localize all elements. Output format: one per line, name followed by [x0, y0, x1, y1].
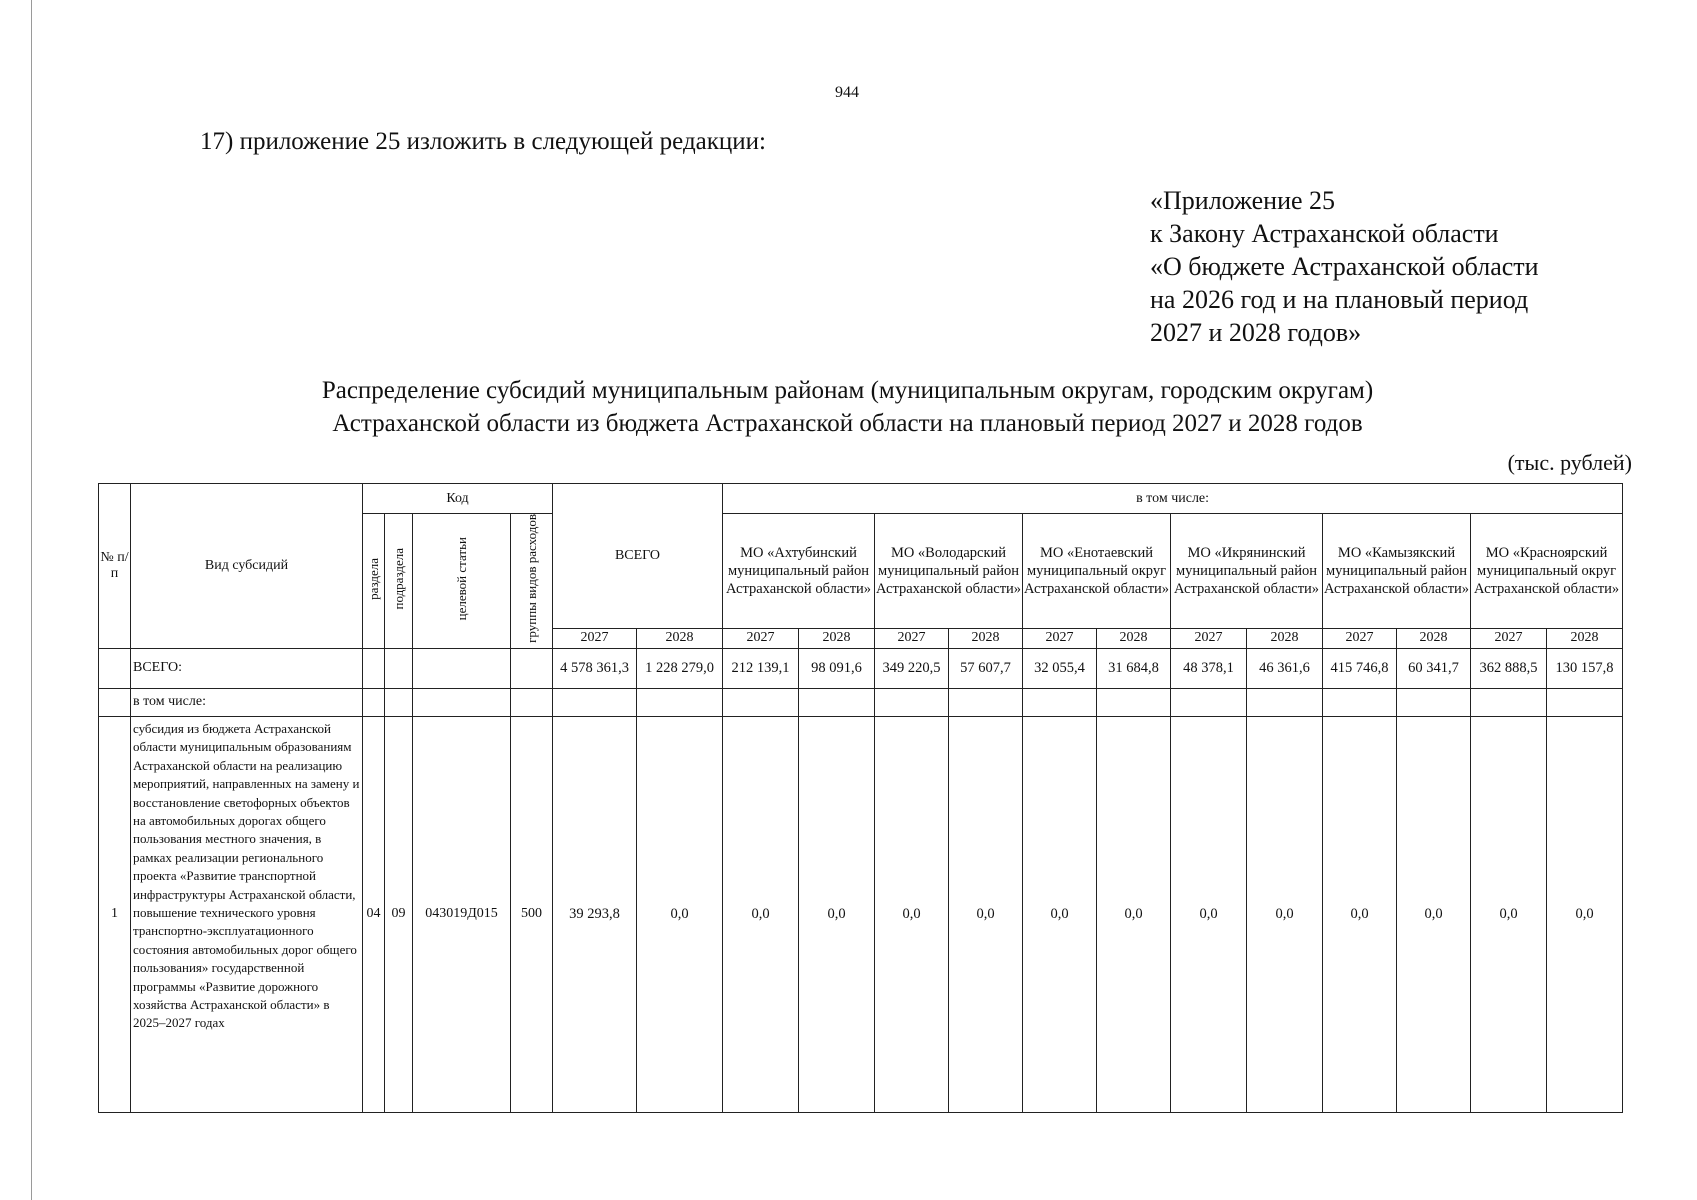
title-line: Распределение субсидий муниципальным районам (муниципальным округам, городским округам): [321, 377, 1374, 404]
header-code-target: [413, 514, 511, 649]
year-header: 2027: [1323, 628, 1397, 648]
row-value: 0,0: [1397, 716, 1471, 1112]
year-header: 2027: [1023, 628, 1097, 648]
annex-line: на 2026 год и на плановый период: [1150, 285, 1529, 314]
empty-cell: [1097, 688, 1171, 716]
year-header: 2027: [1171, 628, 1247, 648]
row-value: 0,0: [1323, 716, 1397, 1112]
row-value: 0,0: [875, 716, 949, 1112]
total-value: 31 684,8: [1097, 648, 1171, 688]
intro-text: 17) приложение 25 изложить в следующей редакции:: [200, 128, 766, 155]
unit-label: (тыс. рублей): [1507, 450, 1632, 475]
year-header: 2028: [1097, 628, 1171, 648]
year-header: 2027: [553, 628, 637, 648]
table-row: [99, 716, 1623, 1112]
year-header: 2027: [1471, 628, 1547, 648]
total-value: 415 746,8: [1323, 648, 1397, 688]
year-header: 2028: [1247, 628, 1323, 648]
header-mo-akhtubinsky: МО «Ахтубинский муниципальный район Астраханской области»: [723, 514, 875, 629]
header-mo-ikryaninsky: МО «Икрянинский муниципальный район Астраханской области»: [1171, 514, 1323, 629]
total-value: 32 055,4: [1023, 648, 1097, 688]
empty-cell: [799, 688, 875, 716]
row-value: 0,0: [1171, 716, 1247, 1112]
header-code-section-label: раздела: [365, 557, 381, 600]
empty-cell: [1023, 688, 1097, 716]
row-target: 043019Д015: [413, 716, 511, 1112]
empty-cell: [1247, 688, 1323, 716]
row-expense-group: 500: [511, 716, 553, 1112]
row-value: 39 293,8: [553, 716, 637, 1112]
empty-cell: [1471, 688, 1547, 716]
annex-reference: [1150, 184, 1539, 349]
header-code-target-label: целевой статьи: [453, 536, 469, 621]
row-description: субсидия из бюджета Астраханской области муниципальным образованиям Астраханской области на реализацию мероприятий, направленных на замену и восстановление светофорных объектов на автомобильных дорогах общего пользования местного значения, в рамках реализации регионального проекта «Развитие транспортной инфраструктуры Астраханской области, повышение технического уровня транспортно-эксплуатационного состояния автомобильных дорог общего пользования» государственной программы «Развитие дорожного хозяйства Астраханской области» в 2025–2027 годах: [131, 716, 363, 1112]
empty-cell: [385, 688, 413, 716]
header-mo-krasnoyarsky: МО «Красноярский муниципальный округ Астраханской области»: [1471, 514, 1623, 629]
annex-line: к Закону Астраханской области: [1150, 219, 1499, 248]
empty-cell: [875, 688, 949, 716]
row-value: 0,0: [1247, 716, 1323, 1112]
including-row: [99, 688, 1623, 716]
header-code-group-label: группы видов расходов: [523, 514, 539, 643]
header-mo-volodarsky: МО «Володарский муниципальный район Астраханской области»: [875, 514, 1023, 629]
row-value: 0,0: [1471, 716, 1547, 1112]
total-code-empty: [511, 648, 553, 688]
total-row: [99, 648, 1623, 688]
annex-line: «О бюджете Астраханской области: [1150, 252, 1539, 281]
row-value: 0,0: [1023, 716, 1097, 1112]
total-value: 212 139,1: [723, 648, 799, 688]
header-code: Код: [363, 484, 553, 514]
year-header: 2027: [875, 628, 949, 648]
header-code-subsection: [385, 514, 413, 649]
row-value: 0,0: [637, 716, 723, 1112]
empty-cell: [723, 688, 799, 716]
total-num: [99, 648, 131, 688]
total-code-empty: [413, 648, 511, 688]
total-value: 48 378,1: [1171, 648, 1247, 688]
header-code-group: [511, 514, 553, 649]
including-label: в том числе:: [131, 688, 363, 716]
empty-cell: [413, 688, 511, 716]
empty-cell: [1547, 688, 1623, 716]
header-code-section: [363, 514, 385, 649]
total-label: ВСЕГО:: [131, 648, 363, 688]
total-value: 46 361,6: [1247, 648, 1323, 688]
header-mo-kamyzyaksky: МО «Камызякский муниципальный район Астраханской области»: [1323, 514, 1471, 629]
empty-cell: [1397, 688, 1471, 716]
title-line: Астраханской области из бюджета Астраханской области на плановый период 2027 и 2028 годов: [332, 410, 1363, 437]
scan-margin-line: [31, 0, 32, 1200]
total-value: 60 341,7: [1397, 648, 1471, 688]
annex-line: 2027 и 2028 годов»: [1150, 318, 1362, 347]
row-subsection: 09: [385, 716, 413, 1112]
row-value: 0,0: [723, 716, 799, 1112]
header-total: ВСЕГО: [553, 484, 723, 629]
empty-cell: [1323, 688, 1397, 716]
total-value: 4 578 361,3: [553, 648, 637, 688]
empty-cell: [511, 688, 553, 716]
total-value: 1 228 279,0: [637, 648, 723, 688]
document-title: [150, 374, 1545, 440]
year-header: 2028: [949, 628, 1023, 648]
year-header: 2028: [1397, 628, 1471, 648]
row-section: 04: [363, 716, 385, 1112]
total-code-empty: [363, 648, 385, 688]
empty-cell: [363, 688, 385, 716]
row-value: 0,0: [1547, 716, 1623, 1112]
empty-cell: [949, 688, 1023, 716]
year-header: 2028: [799, 628, 875, 648]
row-num: 1: [99, 716, 131, 1112]
row-value: 0,0: [799, 716, 875, 1112]
year-header: 2028: [637, 628, 723, 648]
header-type: Вид субсидий: [131, 484, 363, 649]
total-value: 349 220,5: [875, 648, 949, 688]
year-header: 2027: [723, 628, 799, 648]
empty-cell: [1171, 688, 1247, 716]
year-header: 2028: [1547, 628, 1623, 648]
page-number: 944: [835, 84, 859, 101]
header-code-subsection-label: подраздела: [390, 547, 406, 610]
row-value: 0,0: [949, 716, 1023, 1112]
total-code-empty: [385, 648, 413, 688]
total-value: 57 607,7: [949, 648, 1023, 688]
header-mo-enotaevsky: МО «Енотаевский муниципальный округ Астраханской области»: [1023, 514, 1171, 629]
total-value: 362 888,5: [1471, 648, 1547, 688]
total-value: 130 157,8: [1547, 648, 1623, 688]
empty-cell: [637, 688, 723, 716]
total-value: 98 091,6: [799, 648, 875, 688]
empty-cell: [553, 688, 637, 716]
header-num: № п/п: [99, 484, 131, 649]
subsidy-table: [98, 483, 1623, 1113]
row-value: 0,0: [1097, 716, 1171, 1112]
annex-line: «Приложение 25: [1150, 186, 1336, 215]
header-including: в том числе:: [723, 484, 1623, 514]
including-num: [99, 688, 131, 716]
